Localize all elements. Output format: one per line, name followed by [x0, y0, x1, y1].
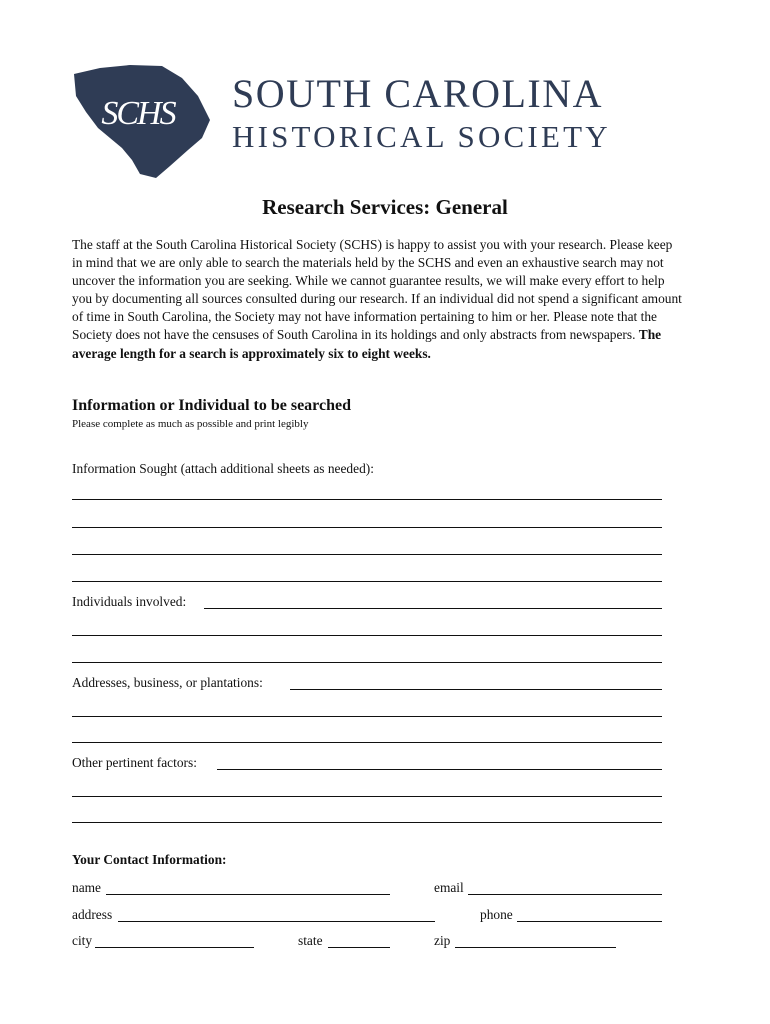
- intro-paragraph: [72, 236, 682, 363]
- addresses-field[interactable]: [290, 689, 662, 690]
- state-field[interactable]: [328, 947, 390, 948]
- address-field[interactable]: [118, 921, 435, 922]
- zip-label: zip: [434, 933, 451, 948]
- information-sought-label: Information Sought (attach additional sheets as needed):: [72, 461, 374, 476]
- zip-field[interactable]: [455, 947, 616, 948]
- other-factors-line-2[interactable]: [72, 796, 662, 797]
- other-factors-label: Other pertinent factors:: [72, 755, 197, 770]
- information-sought-line-3[interactable]: [72, 554, 662, 555]
- other-factors-line-3[interactable]: [72, 822, 662, 823]
- schs-logo-icon: [70, 62, 215, 180]
- information-sought-line-4[interactable]: [72, 581, 662, 582]
- individuals-line-3[interactable]: [72, 662, 662, 663]
- section-heading: Information or Individual to be searched: [72, 397, 351, 414]
- phone-field[interactable]: [517, 921, 662, 922]
- individuals-field[interactable]: [204, 608, 662, 609]
- individuals-label: Individuals involved:: [72, 594, 187, 609]
- state-label: state: [298, 933, 323, 948]
- page-title: Research Services: General: [262, 195, 508, 219]
- section-subheading: Please complete as much as possible and print legibly: [72, 418, 309, 430]
- city-field[interactable]: [95, 947, 254, 948]
- individuals-line-2[interactable]: [72, 635, 662, 636]
- email-field[interactable]: [468, 894, 662, 895]
- name-field[interactable]: [106, 894, 390, 895]
- logo-monogram: SCHS: [101, 95, 175, 132]
- intro-bold-text: The average length for a search is approximately six to eight weeks.: [72, 327, 662, 361]
- email-label: email: [434, 880, 464, 895]
- intro-text: The staff at the South Carolina Historical Society (SCHS) is happy to assist you with your research. Please keep in mind that we are only able to search the materials held by the SCHS and even an exhaustive search may not uncover the information you are seeking. While we cannot guarantee results, we will make every effort to help you by documenting all sources consulted during our research. If an individual did not spend a significant amount of time in South Carolina, the Society may not have information pertaining to him or her. Please note that the Society does not have the censuses of South Carolina in its holdings and only abstracts from newspapers.: [72, 237, 682, 343]
- org-name-line2: HISTORICAL SOCIETY: [232, 119, 611, 154]
- addresses-label: Addresses, business, or plantations:: [72, 675, 263, 690]
- addresses-line-3[interactable]: [72, 742, 662, 743]
- city-label: city: [72, 933, 93, 948]
- phone-label: phone: [480, 907, 513, 922]
- information-sought-line-1[interactable]: [72, 499, 662, 500]
- addresses-line-2[interactable]: [72, 716, 662, 717]
- org-name-line1: SOUTH CAROLINA: [232, 71, 603, 116]
- other-factors-field[interactable]: [217, 769, 662, 770]
- information-sought-line-2[interactable]: [72, 527, 662, 528]
- address-label: address: [72, 907, 113, 922]
- name-label: name: [72, 880, 101, 895]
- contact-heading: Your Contact Information:: [72, 852, 227, 867]
